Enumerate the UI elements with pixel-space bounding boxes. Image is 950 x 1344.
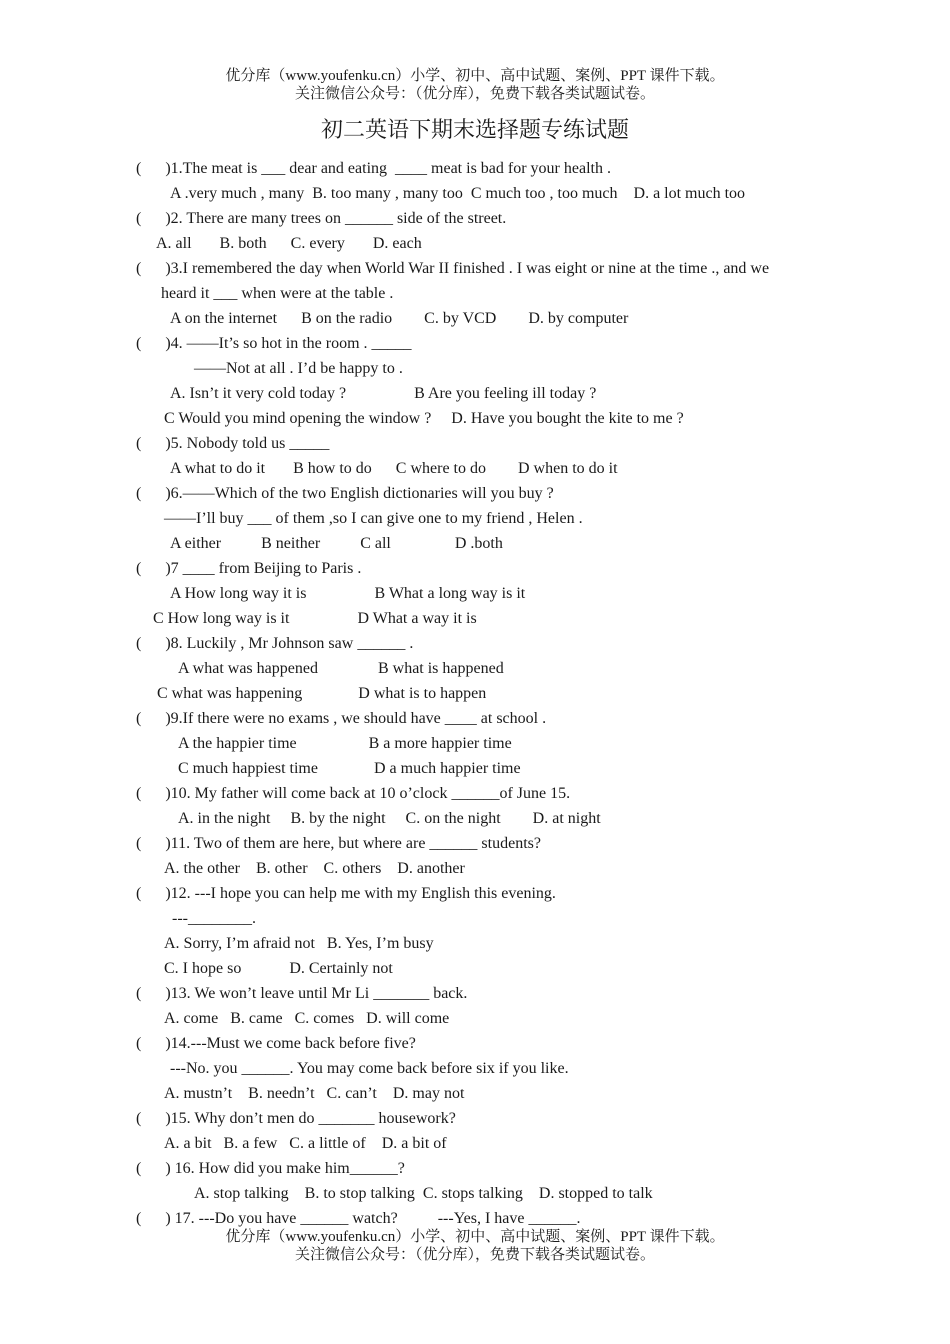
q8-stem: ( )8. Luckily , Mr Johnson saw ______ .	[136, 635, 414, 652]
q4-options-cd: C Would you mind opening the window ? D. Have you bought the kite to me ?	[164, 410, 684, 427]
q16-stem: ( ) 16. How did you make him______?	[136, 1160, 405, 1177]
page-header	[0, 67, 950, 103]
q6-options: A either B neither C all D .both	[170, 535, 503, 552]
q5-options: A what to do it B how to do C where to do D when to do it	[170, 460, 618, 477]
footer-line-2: 关注微信公众号：（优分库），免费下载各类试题试卷。	[294, 1247, 655, 1263]
q6-reply: ——I’ll buy ___ of them ,so I can give one to my friend , Helen .	[164, 510, 583, 527]
q8-options-ab: A what was happened B what is happened	[178, 660, 504, 677]
q9-options-ab: A the happier time B a more happier time	[178, 735, 512, 752]
q2-options: A. all B. both C. every D. each	[156, 235, 422, 252]
header-line-1: 优分库（www.youfenku.cn）小学、初中、高中试题、案例、PPT 课件下载。	[225, 68, 725, 84]
q8-options-cd: C what was happening D what is to happen	[157, 685, 487, 702]
q4-reply: ——Not at all . I’d be happy to .	[194, 360, 403, 377]
q3-stem-cont: heard it ___ when were at the table .	[161, 285, 394, 302]
q12-options-cd: C. I hope so D. Certainly not	[164, 960, 393, 977]
q7-stem: ( )7 ____ from Beijing to Paris .	[136, 560, 362, 577]
q16-options: A. stop talking B. to stop talking C. stops talking D. stopped to talk	[194, 1185, 653, 1202]
q3-stem: ( )3.I remembered the day when World War II finished . I was eight or nine at the time ., and we	[136, 260, 770, 277]
q4-stem: ( )4. ——It’s so hot in the room . _____	[136, 335, 412, 352]
q13-stem: ( )13. We won’t leave until Mr Li _______ back.	[136, 985, 468, 1002]
q17-stem: ( ) 17. ---Do you have ______ watch? ---Yes, I have ______.	[136, 1210, 581, 1227]
q14-reply: ---No. you ______. You may come back before six if you like.	[170, 1060, 569, 1077]
q3-options: A on the internet B on the radio C. by VCD D. by computer	[170, 310, 629, 327]
q9-options-cd: C much happiest time D a much happier time	[178, 760, 521, 777]
q2-stem: ( )2. There are many trees on ______ side of the street.	[136, 210, 507, 227]
q12-stem: ( )12. ---I hope you can help me with my English this evening.	[136, 885, 556, 902]
q7-options-ab: A How long way it is B What a long way is it	[170, 585, 526, 602]
q4-options-ab: A. Isn’t it very cold today ? B Are you feeling ill today ?	[170, 385, 597, 402]
q14-options: A. mustn’t B. needn’t C. can’t D. may not	[164, 1085, 465, 1102]
q11-stem: ( )11. Two of them are here, but where are ______ students?	[136, 835, 541, 852]
q5-stem: ( )5. Nobody told us _____	[136, 435, 330, 452]
footer-line-1: 优分库（www.youfenku.cn）小学、初中、高中试题、案例、PPT 课件下载。	[225, 1229, 725, 1245]
q14-stem: ( )14.---Must we come back before five?	[136, 1035, 416, 1052]
q9-stem: ( )9.If there were no exams , we should have ____ at school .	[136, 710, 547, 727]
q11-options: A. the other B. other C. others D. another	[164, 860, 465, 877]
q15-stem: ( )15. Why don’t men do _______ housework?	[136, 1110, 456, 1127]
q12-reply: ---________.	[172, 910, 256, 927]
q10-options: A. in the night B. by the night C. on the night D. at night	[178, 810, 601, 827]
page-footer	[0, 1228, 950, 1264]
q10-stem: ( )10. My father will come back at 10 o’clock ______of June 15.	[136, 785, 571, 802]
q12-options-ab: A. Sorry, I’m afraid not B. Yes, I’m busy	[164, 935, 434, 952]
header-line-2: 关注微信公众号：（优分库），免费下载各类试题试卷。	[294, 86, 655, 102]
q13-options: A. come B. came C. comes D. will come	[164, 1010, 450, 1027]
q15-options: A. a bit B. a few C. a little of D. a bit of	[164, 1135, 447, 1152]
q1-stem: ( )1.The meat is ___ dear and eating ____ meat is bad for your health .	[136, 160, 611, 177]
q1-options: A .very much , many B. too many , many too C much too , too much D. a lot much too	[170, 185, 746, 202]
page-title: 初二英语下期末选择题专练试题	[320, 117, 629, 142]
q6-stem: ( )6.——Which of the two English dictionaries will you buy ?	[136, 485, 554, 502]
q7-options-cd: C How long way is it D What a way it is	[153, 610, 477, 627]
